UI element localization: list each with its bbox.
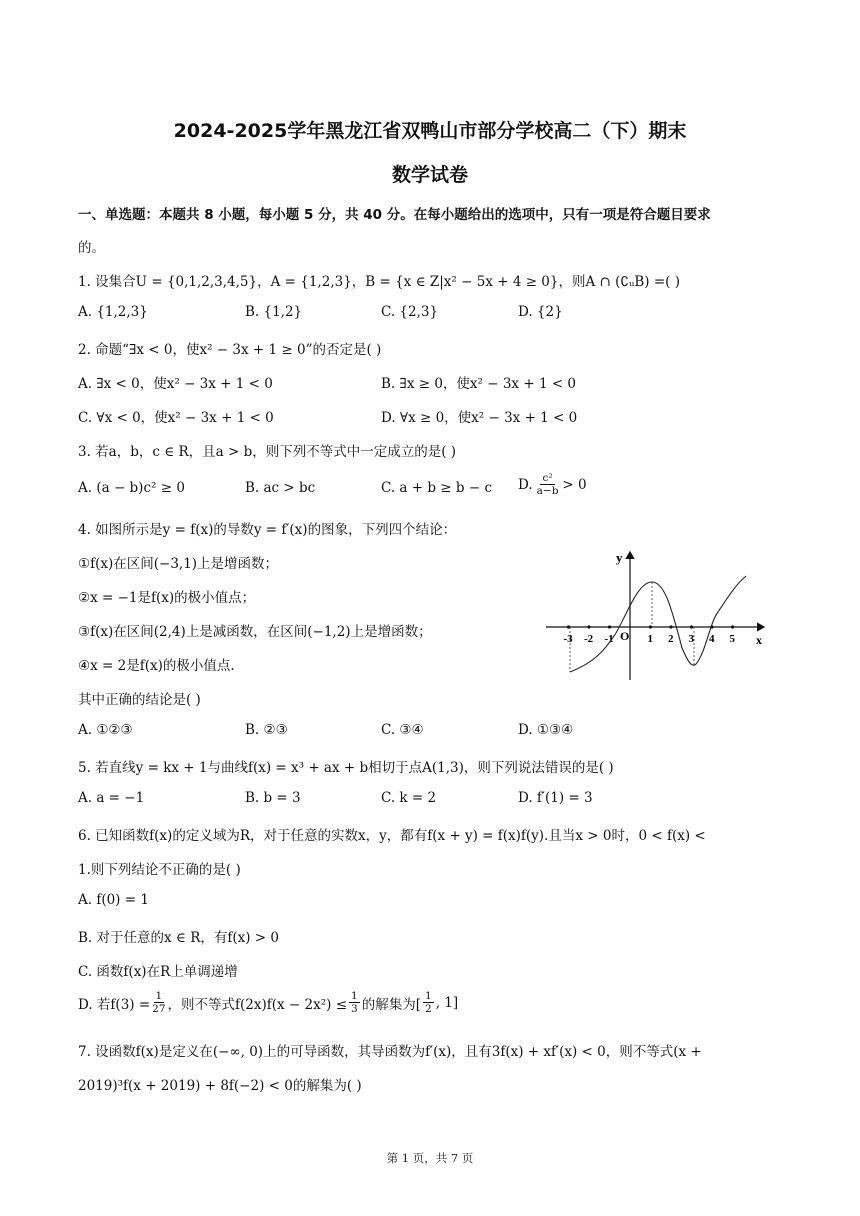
q1-option-d: D. {2} [518, 304, 563, 320]
q4-statement-1: ①f(x)在区间(−3,1)上是增函数； [78, 556, 279, 572]
q3-option-b: B. ac > bc [245, 480, 316, 496]
tick-mark [731, 625, 734, 628]
page-footer: 第 1 页，共 7 页 [386, 1151, 474, 1165]
q4-option-c: C. ③④ [381, 722, 424, 738]
q6-fraction-3-den: 2 [425, 1003, 432, 1015]
q6-option-d [78, 990, 458, 1015]
q7-stem-line1: 7. 设函数f(x)是定义在(−∞, 0)上的可导函数，其导函数为f′(x)，且有3f(x) + xf′(x) < 0，则不等式(x + [78, 1044, 702, 1060]
section-instruction: 一、单选题：本题共 8 小题，每小题 5 分，共 40 分。在每小题给出的选项中，只有一项是符合题目要求 [78, 207, 711, 223]
q6-option-d-text1: D. 若f(3) = [78, 996, 151, 1013]
q3-option-c: C. a + b ≥ b − c [381, 480, 493, 496]
q6-option-c: C. 函数f(x)在R上单调递增 [78, 964, 238, 980]
q4-question: 其中正确的结论是( ) [78, 692, 201, 708]
x-axis-label: x [756, 633, 762, 647]
tick-mark [669, 625, 672, 628]
tick-labels [564, 625, 736, 645]
q5-option-a: A. a = −1 [78, 790, 145, 806]
q3-stem: 3. 若a，b，c ∈ R，且a > b，则下列不等式中一定成立的是( ) [78, 444, 457, 460]
exam-title-line2: 数学试卷 [391, 164, 468, 186]
q6-fraction-1-den: 27 [152, 1003, 166, 1015]
q3-option-d-fraction [537, 472, 559, 497]
q6-option-a: A. f(0) = 1 [78, 892, 149, 908]
derivative-curve [570, 576, 746, 672]
q6-stem-line2: 1.则下列结论不正确的是( ) [78, 862, 241, 878]
q2-option-a: A. ∃x < 0，使x² − 3x + 1 < 0 [78, 376, 273, 392]
y-axis-label: y [616, 550, 623, 565]
tick-mark [608, 625, 611, 628]
q1-stem: 1. 设集合U = {0,1,2,3,4,5}，A = {1,2,3}，B = {x ∈ Z|x² − 5x + 4 ≥ 0}，则A ∩ (∁ᵤB) =( ) [78, 274, 680, 290]
q2-stem: 2. 命题“∃x < 0，使x² − 3x + 1 ≥ 0”的否定是( ) [78, 342, 382, 358]
q6-fraction-1-num: 1 [155, 990, 163, 1002]
q6-fraction-3-num: 1 [425, 990, 432, 1002]
q4-statement-2: ②x = −1是f(x)的极小值点； [78, 590, 256, 606]
q3-option-d-suffix: > 0 [562, 476, 587, 493]
tick-label: 1 [647, 633, 653, 645]
q6-option-d-text3: 的解集为[ [361, 996, 421, 1013]
q2-option-b: B. ∃x ≥ 0，使x² − 3x + 1 < 0 [381, 376, 577, 392]
tick-label: 4 [709, 633, 715, 645]
q6-option-d-text2: ，则不等式f(2x)f(x − 2x²) ≤ [167, 996, 348, 1013]
tick-label: -2 [584, 633, 594, 645]
q3-option-a: A. (a − b)c² ≥ 0 [78, 480, 185, 496]
q5-option-c: C. k = 2 [381, 790, 437, 806]
tick-mark [690, 625, 693, 628]
q3-option-d-denominator: a−b [536, 485, 559, 497]
q4-statement-4: ④x = 2是f(x)的极小值点. [78, 658, 235, 674]
q5-option-d: D. f′(1) = 3 [518, 790, 593, 806]
q4-option-a: A. ①②③ [78, 722, 133, 738]
q3-option-d-label: D. [518, 476, 533, 493]
q4-stem: 4. 如图所示是y = f(x)的导数y = f′(x)的图象，下列四个结论： [78, 522, 457, 538]
q1-option-b: B. {1,2} [245, 304, 303, 320]
q1-option-a: A. {1,2,3} [78, 304, 148, 320]
q6-fraction-1 [152, 990, 165, 1015]
tick-label: 5 [729, 633, 735, 645]
q6-fraction-2 [349, 990, 360, 1015]
q2-option-d: D. ∀x ≥ 0，使x² − 3x + 1 < 0 [381, 410, 578, 426]
exam-title-line1: 2024-2025学年黑龙江省双鸭山市部分学校高二（下）期末 [173, 120, 687, 142]
tick-mark [587, 625, 590, 628]
derivative-graph [540, 540, 780, 690]
q6-fraction-2-den: 3 [351, 1003, 358, 1015]
tick-label: 2 [668, 633, 674, 645]
q2-option-c: C. ∀x < 0，使x² − 3x + 1 < 0 [78, 410, 274, 426]
q4-option-b: B. ②③ [245, 722, 288, 738]
q6-option-b: B. 对于任意的x ∈ R，有f(x) > 0 [78, 930, 279, 946]
q6-fraction-2-num: 1 [351, 990, 358, 1002]
tick-label: -3 [563, 633, 573, 645]
q4-option-d: D. ①③④ [518, 722, 574, 738]
q1-option-c: C. {2,3} [381, 304, 439, 320]
q4-statement-3: ③f(x)在区间(2,4)上是减函数，在区间(−1,2)上是增函数； [78, 624, 432, 640]
q6-stem-line1: 6. 已知函数f(x)的定义域为R，对于任意的实数x，y，都有f(x + y) = f(x)f(y).且当x > 0时，0 < f(x) < [78, 828, 706, 844]
q6-fraction-3 [423, 990, 434, 1015]
tick-label: -1 [604, 633, 614, 645]
q7-stem-line2: 2019)³f(x + 2019) + 8f(−2) < 0的解集为( ) [78, 1078, 362, 1094]
section-instruction-cont: 的。 [78, 240, 105, 256]
q3-option-d-numerator: c² [542, 472, 553, 484]
q6-option-d-text4: , 1] [435, 994, 459, 1011]
tick-label: 3 [688, 633, 694, 645]
q3-option-d [518, 472, 587, 497]
origin-label: O [620, 629, 630, 643]
q5-stem: 5. 若直线y = kx + 1与曲线f(x) = x³ + ax + b相切于点A(1,3)，则下列说法错误的是( ) [78, 760, 614, 776]
q5-option-b: B. b = 3 [245, 790, 301, 806]
